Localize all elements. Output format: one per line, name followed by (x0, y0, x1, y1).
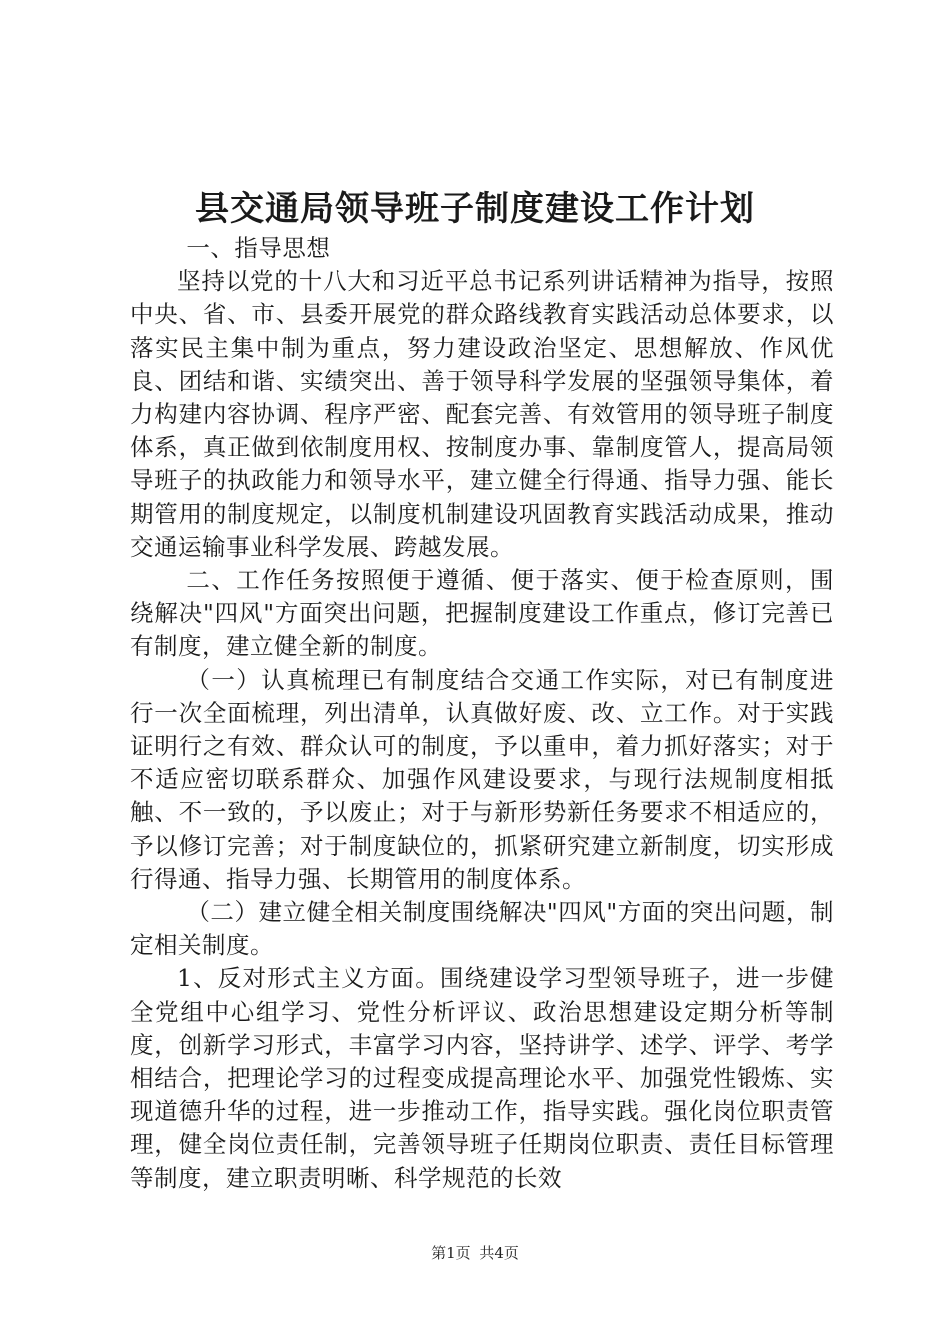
page-total: 共4页 (479, 1244, 519, 1262)
paragraph-establish-rules: （二）建立健全相关制度围绕解决"四风"方面的突出问题，制定相关制度。 (130, 898, 834, 960)
page-number: 第1页 (431, 1244, 471, 1262)
section-heading-guiding-ideology: 一、指导思想 (186, 234, 331, 262)
paragraph-anti-formalism: 1、反对形式主义方面。围绕建设学习型领导班子，进一步健全党组中心组学习、党性分析评议、政治思想建设定期分析等制度，创新学习形式，丰富学习内容，坚持讲学、述学、评学、考学相结合，把理论学习的过程变成提高理论水平、加强党性锻炼、实现道德升华的过程，进一步推动工作，指导实践。强化岗位职责管理，健全岗位责任制，完善领导班子任期岗位职责、责任目标管理等制度，建立职责明晰、科学规范的长效 (130, 964, 834, 1192)
document-body (130, 232, 834, 1195)
page-footer (0, 1243, 950, 1263)
paragraph-review-existing-rules: （一）认真梳理已有制度结合交通工作实际，对已有制度进行一次全面梳理，列出清单，认真做好废、改、立工作。对于实践证明行之有效、群众认可的制度，予以重申，着力抓好落实；对于不适应密切联系群众、加强作风建设要求，与现行法规制度相抵触、不一致的，予以废止；对于与新形势新任务要求不相适应的，予以修订完善；对于制度缺位的，抓紧研究建立新制度，切实形成行得通、指导力强、长期管用的制度体系。 (130, 665, 834, 893)
paragraph-guiding-ideology: 坚持以党的十八大和习近平总书记系列讲话精神为指导，按照中央、省、市、县委开展党的群众路线教育实践活动总体要求，以落实民主集中制为重点，努力建设政治坚定、思想解放、作风优良、团结和谐、实绩突出、善于领导科学发展的坚强领导集体，着力构建内容协调、程序严密、配套完善、有效管用的领导班子制度体系，真正做到依制度用权、按制度办事、靠制度管人，提高局领导班子的执政能力和领导水平，建立健全行得通、指导力强、能长期管用的制度规定，以制度机制建设巩固教育实践活动成果，推动交通运输事业科学发展、跨越发展。 (130, 267, 834, 561)
paragraph-work-tasks: 二、工作任务按照便于遵循、便于落实、便于检查原则，围绕解决"四风"方面突出问题，把握制度建设工作重点，修订完善已有制度，建立健全新的制度。 (130, 566, 834, 661)
document-title: 县交通局领导班子制度建设工作计划 (195, 189, 755, 229)
